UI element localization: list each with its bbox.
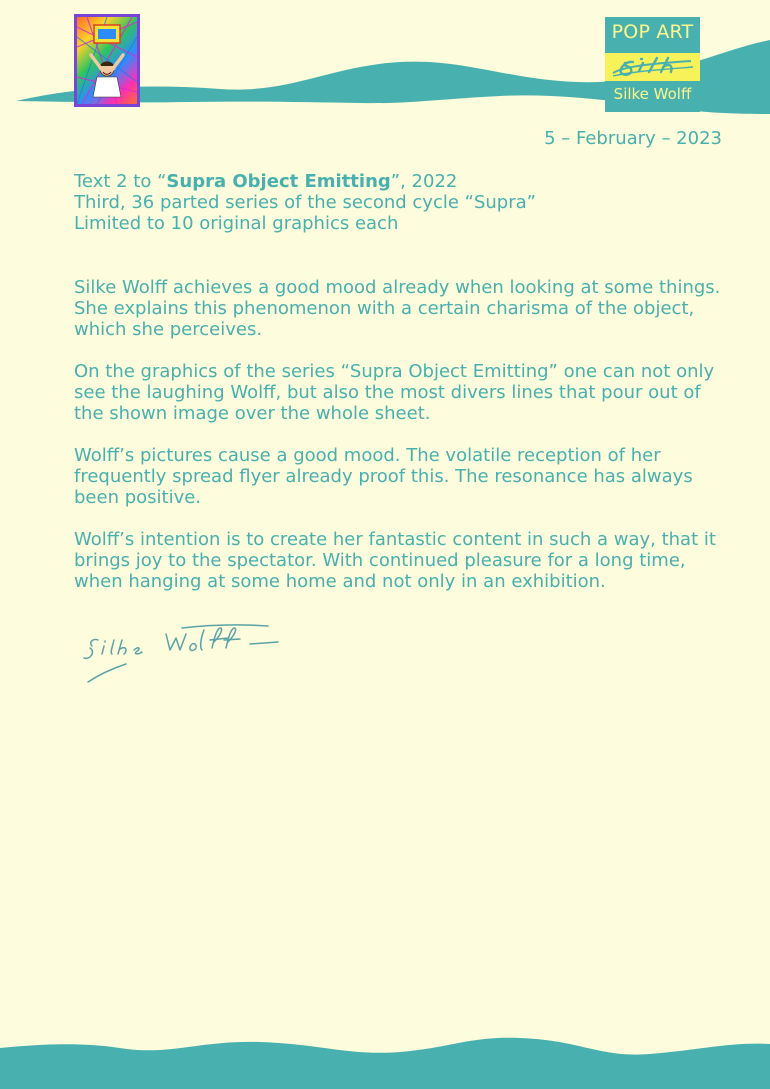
footer-wave-decoration xyxy=(0,1030,770,1089)
handwritten-signature xyxy=(78,618,288,690)
heading-suffix: ”, 2022 xyxy=(390,171,458,192)
logo-title: POP ART xyxy=(611,21,694,43)
logo-script-mark xyxy=(605,53,700,81)
logo-artist-name: Silke Wolff xyxy=(613,85,692,103)
paragraph: Wolff’s pictures cause a good mood. The volatile reception of her frequently spread flyer already proof this. The resonance has always been positive. xyxy=(74,445,693,508)
heading-series-line: Third, 36 parted series of the second cycle “Supra” xyxy=(74,192,536,213)
document-body xyxy=(74,277,734,613)
paragraph: Wolff’s intention is to create her fantastic content in such a way, that it brings joy to the spectator. With continued pleasure for a long time, when hanging at some home and not only in an exhibition. xyxy=(74,529,716,592)
heading-prefix: Text 2 to “ xyxy=(74,171,167,192)
heading-title-line xyxy=(74,171,734,192)
pop-art-logo xyxy=(605,17,700,112)
paragraph: Silke Wolff achieves a good mood already when looking at some things. She explains this phenomenon with a certain charisma of the object, which she perceives. xyxy=(74,277,721,340)
document-date: 5 – February – 2023 xyxy=(544,128,722,149)
pop-art-portrait-icon xyxy=(74,14,140,107)
artwork-series-title: Supra Object Emitting xyxy=(166,171,391,192)
document-heading xyxy=(74,171,734,234)
paragraph: On the graphics of the series “Supra Object Emitting” one can not only see the laughing Wolff, but also the most divers lines that pour out of the shown image over the whole sheet. xyxy=(74,361,715,424)
heading-edition-line: Limited to 10 original graphics each xyxy=(74,213,399,234)
